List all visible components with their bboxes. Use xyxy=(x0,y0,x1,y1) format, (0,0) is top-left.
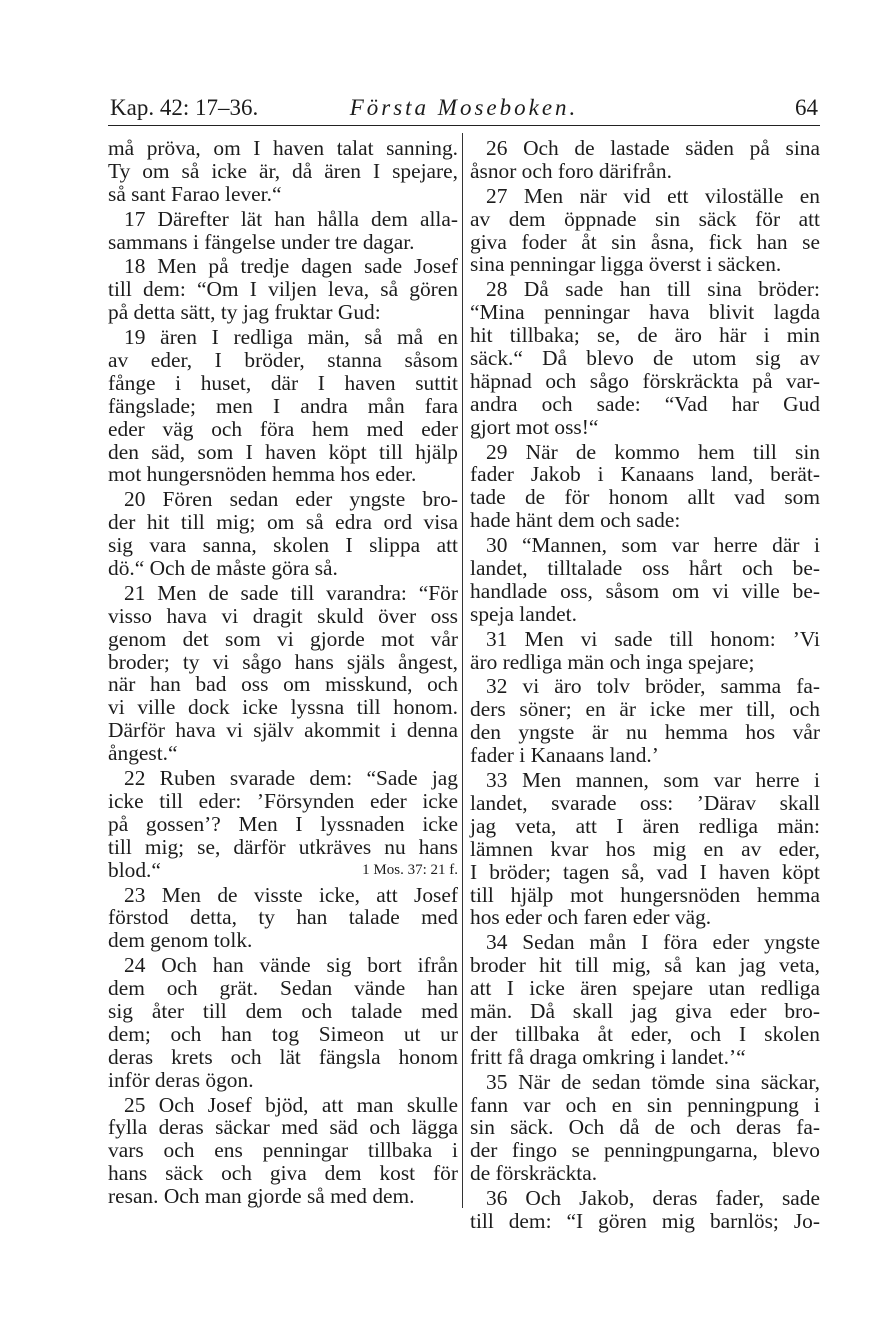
text-line: 19 ären I redliga män, så må en xyxy=(124,325,458,350)
text-line: deras krets och lät fängsla honom xyxy=(108,1044,458,1069)
page-number: 64 xyxy=(795,95,818,120)
text-line: till dem: “Om I viljen leva, så gören xyxy=(108,277,458,302)
text-line: på detta sätt, ty jag fruktar Gud: xyxy=(108,300,381,325)
text-line: 32 vi äro tolv bröder, samma fa- xyxy=(486,674,820,699)
text-line: andra och sade: “Vad har Gud xyxy=(470,391,820,416)
text-line: så sant Farao lever.“ xyxy=(108,181,282,206)
cross-reference: 1 Mos. 37: 21 f. xyxy=(362,861,458,878)
text-line: tade de för honom allt vad som xyxy=(470,485,820,510)
text-line: gjort mot oss!“ xyxy=(470,414,599,439)
text-line: broder hit till mig, så kan jag veta, xyxy=(470,953,820,978)
text-line: när han bad oss om misskund, och xyxy=(108,672,458,697)
verse-paragraph xyxy=(470,628,820,674)
text-line: den yngste är nu hemma hos vår xyxy=(470,720,820,745)
text-line: 25 Och Josef bjöd, att man skulle xyxy=(124,1092,458,1117)
text-line: hade hänt dem och sade: xyxy=(470,508,681,533)
verse-paragraph xyxy=(108,488,458,580)
text-line: inför deras ögon. xyxy=(108,1067,254,1092)
verse-paragraph xyxy=(108,208,458,254)
text-line: 22 Ruben svarade dem: “Sade jag xyxy=(124,766,458,791)
text-line: 34 Sedan mån I föra eder yngste xyxy=(486,930,820,955)
text-line: 30 “Mannen, som var herre där i xyxy=(486,533,820,558)
text-line: åsnor och foro därifrån. xyxy=(470,158,672,183)
text-line: sina penningar ligga överst i säcken. xyxy=(470,252,782,277)
text-line: sin säck. Och då de och deras fa- xyxy=(470,1115,820,1140)
verse-paragraph xyxy=(470,931,820,1068)
text-line: 35 När de sedan tömde sina säckar, xyxy=(486,1069,820,1094)
verse-paragraph xyxy=(470,278,820,438)
text-line: broder; ty vi sågo hans själs ångest, xyxy=(108,649,458,674)
text-line: dö.“ Och de måste göra så. xyxy=(108,556,338,581)
verse-paragraph xyxy=(108,884,458,953)
text-line: hans säck och giva dem kost för xyxy=(108,1161,458,1186)
verse-paragraph xyxy=(108,954,458,1091)
right-column xyxy=(470,137,820,1235)
verse-paragraph xyxy=(470,137,820,183)
verse-paragraph xyxy=(108,255,458,324)
text-line: må pröva, om I haven talat sanning. xyxy=(108,136,458,160)
text-line: genom det som vi gjorde mot vår xyxy=(108,626,458,651)
text-line: ders söner; en är icke mer till, och xyxy=(470,697,820,722)
text-line: icke till eder: ’Försynden eder icke xyxy=(108,788,458,813)
text-line: dem och grät. Sedan vände han xyxy=(108,976,458,1001)
text-line: 26 Och de lastade säden på sina xyxy=(486,136,820,160)
text-line: giva foder åt sin åsna, fick han se xyxy=(470,229,820,254)
text-line: der fingo se penningpungarna, blevo xyxy=(470,1138,820,1163)
text-line: fånge i huset, där I haven suttit xyxy=(108,370,458,395)
verse-paragraph xyxy=(470,769,820,929)
verse-paragraph xyxy=(108,767,458,881)
text-line: 17 Därefter lät han hålla dem alla- xyxy=(124,206,458,231)
text-line: 21 Men de sade till varandra: “För xyxy=(124,580,458,605)
text-line: hos eder och faren eder väg. xyxy=(470,905,712,930)
verse-paragraph xyxy=(470,1071,820,1185)
text-line: till dem: “I gören mig barnlös; Jo- xyxy=(470,1208,820,1233)
text-line: 29 När de kommo hem till sin xyxy=(486,439,820,464)
book-title: Första Moseboken. xyxy=(349,95,579,120)
text-line: att I icke ären spejare utan redliga xyxy=(470,976,820,1001)
verse-paragraph xyxy=(108,582,458,765)
verse-paragraph xyxy=(470,441,820,533)
verse-paragraph xyxy=(108,326,458,486)
text-line: till mig; se, därför utkräves nu hans xyxy=(108,834,458,859)
text-line: visso hava vi dragit skuld över oss xyxy=(108,603,458,628)
text-line: sammans i fängelse under tre dagar. xyxy=(108,229,415,254)
text-line: 28 Då sade han till sina bröder: xyxy=(486,277,820,302)
column-divider xyxy=(462,133,463,1208)
text-line: fylla deras säckar med säd och lägga xyxy=(108,1115,458,1140)
text-line: den säd, som I haven köpt till hjälp xyxy=(108,439,458,464)
text-line: resan. Och man gjorde så med dem. xyxy=(108,1184,415,1209)
text-line: säck.“ Då blevo de utom sig av xyxy=(470,346,820,371)
text-line: av dem öppnade sin säck för att xyxy=(470,206,820,231)
text-line: der tillbaka åt eder, och I skolen xyxy=(470,1021,820,1046)
verse-paragraph xyxy=(108,137,458,206)
text-line: av eder, I bröder, stanna såsom xyxy=(108,348,458,373)
text-line: 24 Och han vände sig bort ifrån xyxy=(124,953,458,978)
verse-paragraph xyxy=(470,1187,820,1233)
text-line: ångest.“ xyxy=(108,741,178,766)
text-line: de förskräckta. xyxy=(470,1161,598,1186)
text-line: 18 Men på tredje dagen sade Josef xyxy=(124,254,458,279)
text-line: blod.“ 1 Mos. 37: 21 f. xyxy=(108,857,458,882)
text-line: der hit till mig; om så edra ord visa xyxy=(108,510,458,535)
text-line: fader i Kanaans land.’ xyxy=(470,743,659,768)
text-line: män. Då skall jag giva eder bro- xyxy=(470,998,820,1023)
text-line: fritt få draga omkring i landet.’“ xyxy=(470,1044,746,1069)
text-line: Ty om så icke är, då ären I spejare, xyxy=(108,158,458,183)
text-line: äro redliga män och inga spejare; xyxy=(470,649,755,674)
verse-paragraph xyxy=(108,1094,458,1208)
text-line: speja landet. xyxy=(470,601,577,626)
text-line: eder väg och föra hem med eder xyxy=(108,416,458,441)
text-line: sig vara sanna, skolen I slippa att xyxy=(108,533,458,558)
running-header xyxy=(108,93,820,126)
text-line: fann var och en sin penningpung i xyxy=(470,1092,820,1117)
text-line: jag veta, att I ären redliga män: xyxy=(470,813,820,838)
text-line: hit tillbaka; se, de äro här i min xyxy=(470,323,820,348)
text-line: landet, tilltalade oss hårt och be- xyxy=(470,556,820,581)
text-line: landet, svarade oss: ’Därav skall xyxy=(470,790,820,815)
text-line: “Mina penningar hava blivit lagda xyxy=(470,300,820,325)
text-line: fängslade; men I andra mån fara xyxy=(108,393,458,418)
text-line: mot hungersnöden hemma hos eder. xyxy=(108,462,417,487)
text-line: 27 Men när vid ett viloställe en xyxy=(486,183,820,208)
left-column xyxy=(108,137,458,1210)
text-line: till hjälp mot hungersnöden hemma xyxy=(470,882,820,907)
text-line: vars och ens penningar tillbaka i xyxy=(108,1138,458,1163)
text-line: 36 Och Jakob, deras fader, sade xyxy=(486,1186,820,1211)
chapter-reference: Kap. 42: 17–36. xyxy=(110,95,259,120)
text-line: I bröder; tagen så, vad I haven köpt xyxy=(470,859,820,884)
verse-paragraph xyxy=(470,675,820,767)
text-line: dem genom tolk. xyxy=(108,928,253,953)
text-line: 31 Men vi sade till honom: ’Vi xyxy=(486,626,820,651)
text-line: dem; och han tog Simeon ut ur xyxy=(108,1021,458,1046)
text-line: Därför hava vi själv akommit i denna xyxy=(108,718,458,743)
text-line: häpnad och sågo förskräckta på var- xyxy=(470,368,820,393)
text-line: lämnen kvar hos mig en av eder, xyxy=(470,836,820,861)
text-line: 20 Fören sedan eder yngste bro- xyxy=(124,487,458,512)
text-line: sig åter till dem och talade med xyxy=(108,998,458,1023)
text-line: vi ville dock icke lyssna till honom. xyxy=(108,695,458,720)
verse-paragraph xyxy=(470,185,820,277)
verse-paragraph xyxy=(470,534,820,626)
text-line: 23 Men de visste icke, att Josef xyxy=(124,882,458,907)
text-line: handlade oss, såsom om vi ville be- xyxy=(470,578,820,603)
text-line: 33 Men mannen, som var herre i xyxy=(486,768,820,793)
text-line: på gossen’? Men I lyssnaden icke xyxy=(108,811,458,836)
text-line: förstod detta, ty han talade med xyxy=(108,905,458,930)
text-line: fader Jakob i Kanaans land, berät- xyxy=(470,462,820,487)
